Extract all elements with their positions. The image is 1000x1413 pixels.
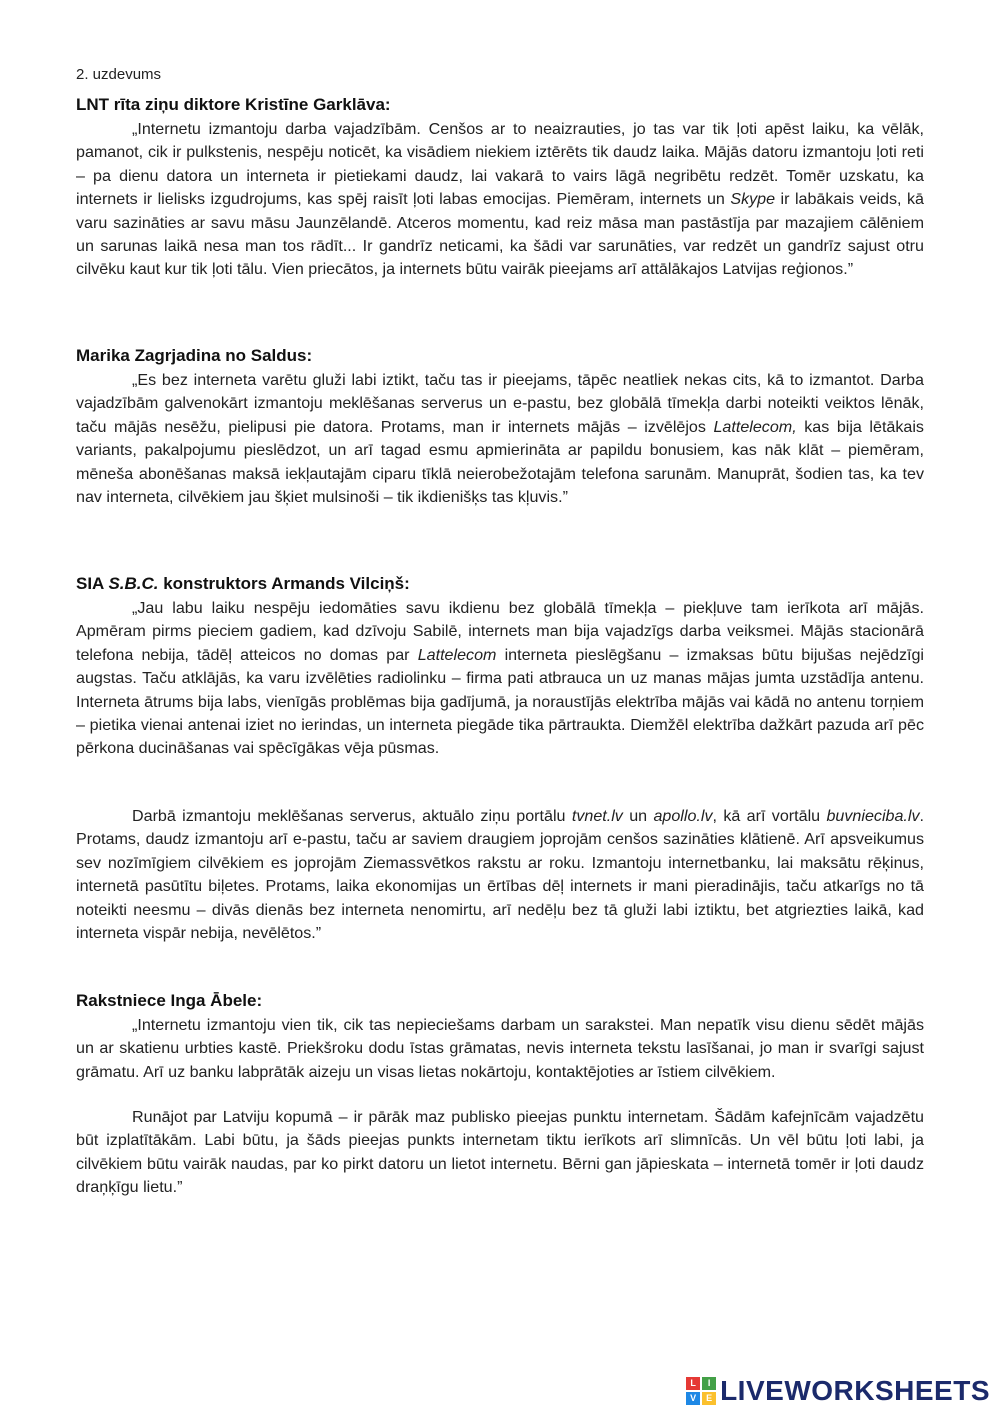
liveworksheets-mark-icon (686, 1377, 716, 1405)
text-run: „Jau labu laiku nespēju iedomāties savu ikdienu bez globālā tīmekļa – piekļuve tam ierīkota arī mājās. Apmēram pirms pieciem gadiem, kad dzīvoju Sabilē, internets man bija vajadzīgs darba veiksmei. Mājās stacionārā telefona nebija, tādēļ atteicos no domas par (76, 599, 924, 664)
section-3-paragraph-2 (76, 805, 924, 945)
italic-text-run: buvnieciba.lv (826, 807, 920, 825)
italic-text-run: Lattelecom, (713, 417, 797, 436)
text-run: „Es bez interneta varētu gluži labi iztikt, taču tas ir pieejams, tāpēc neatliek nekas cits, kā to izmantot. Darba vajadzībām galvenokārt izmantoju meklēšanas serverus un e-pastu, bez globālā tīmekļa darbi noteikti veiktos lēnāk, taču mājās nesēžu, pielipusi pie datora. Protams, man ir internets mājās – izvēlējos (76, 371, 924, 436)
text-run: SIA (76, 574, 109, 593)
section-1-heading: LNT rīta ziņu diktore Kristīne Garklāva: (76, 95, 391, 114)
section-4-paragraph-2 (76, 1106, 924, 1200)
text-run: , kā arī vortālu (712, 807, 827, 825)
logo-mark-letter: V (686, 1392, 700, 1405)
section-3-heading (76, 574, 410, 594)
text-run: Darbā izmantoju meklēšanas serverus, aktuālo ziņu portālu (132, 807, 572, 825)
section-2-paragraph-1 (76, 369, 924, 509)
text-run: un (622, 807, 654, 825)
italic-text-run: S.B.C. (108, 574, 159, 593)
section-1-paragraph-1 (76, 118, 924, 282)
italic-text-run: Skype (730, 190, 776, 209)
text-run: ir labākais veids, kā varu sazināties ar savu māsu Jaunzēlandē. Atceros momentu, kad reiz māsa man pastāstīja par mazajiem cālēniem un sarunas laikā nesa man tos rādīt... Ir gandrīz neticami, ka šādi var sarunāties, var redzēt un gandrīz sajust otru cilvēku kaut kur tik ļoti tālu. Vien priecātos, ja internets būtu vairāk pieejams arī attālākajos Latvijas reģionos.” (76, 190, 924, 279)
text-run: . Protams, daudz izmantoju arī e-pastu, taču ar saviem draugiem joprojām cenšos sazināties klātienē. Arī apsveikumus sev nozīmīgiem cilvēkiem es joprojām Ziemassvētkos rakstu ar roku. Izmantoju internetbanku, lai maksātu rēķinus, internetā pasūtītu biļetes. Protams, laika ekonomijas un ērtības dēļ internets ir mani pieradinājis, taču atkarīgs no tā noteikti neesmu – divās dienās bez interneta nenomirtu, arī nedēļu bez tā gluži labi iztiktu, bet atgriezties laikā, kad interneta vispār nebija, nevēlētos.” (76, 807, 924, 943)
task-label: 2. uzdevums (76, 66, 162, 83)
text-run: „Internetu izmantoju vien tik, cik tas nepieciešams darbam un sarakstei. Man nepatīk visu dienu sēdēt mājās un ar skatienu urbties kastē. Priekšroku dodu īstas grāmatas, nevis interneta tekstu lasīšanai, jo man ir svarīgi sajust grāmatu. Arī uz banku labprātāk aizeju un visas lietas nokārtoju, kontaktējoties ar īstiem cilvēkiem. (76, 1016, 924, 1081)
logo-text: LIVEWORKSHEETS (720, 1375, 990, 1406)
liveworksheets-logo[interactable] (686, 1375, 990, 1407)
italic-text-run: apollo.lv (653, 807, 713, 825)
italic-text-run: tvnet.lv (571, 807, 623, 825)
text-run: interneta pieslēgšanu – izmaksas būtu bijušas neјēdzīgi augstas. Taču atklājās, ka varu izvēlēties radiolinku – firma pati atbrauca un uz manas mājas jumta uzstādīja antenu. Interneta ātrums bija labs, vienīgās problēmas bija gadījumā, ja noraustījās elektrība mājās vai kādā no antenu torņiem – pietika vienai antenai iziet no ierindas, un interneta piegāde tika pārtraukta. Diemžēl elektrība dažkārt pazuda arī pēc pērkona ducināšanas vai spēcīgākas vēja pūsmas. (76, 645, 924, 758)
text-run: konstruktors Armands Vilciņš: (158, 574, 410, 593)
italic-text-run: Lattelecom (417, 645, 497, 664)
text-run: Runājot par Latviju kopumā – ir pārāk maz publisko pieejas punktu internetam. Šādām kafejnīcām vajadzētu būt izplatītākām. Labi būtu, ja šāds pieejas punkts internetam tiktu ierīkots arī slimnīcās. Un vēl būtu ļoti labi, ja cilvēkiem būtu vairāk naudas, par ko pirkt datoru un lietot internetu. Bērni gan jāpieskata – internetā tomēr ir ļoti daudz draņķīgu lietu.” (76, 1108, 924, 1197)
text-run: kas bija lētākais variants, pakalpojumu pieslēdzot, un arī tagad esmu apmierināta ar papildu bonusiem, kas nāk klāt – piemēram, mēneša abonēšanas maksā iekļautajām ciparu tīklā neierobežotajām telefona sarunām. Manuprāt, šodien tas, ka tev nav interneta, cilvēkiem jau šķiet mulsinoši – tik ikdienišķs tas kļuvis.” (76, 417, 924, 507)
logo-mark-letter: L (686, 1377, 700, 1390)
logo-mark-letter: I (702, 1377, 716, 1390)
section-4-paragraph-1 (76, 1014, 924, 1084)
section-3-paragraph-1 (76, 597, 924, 761)
text-run: „Internetu izmantoju darba vajadzībām. Cenšos ar to neaizrauties, jo tas var tik ļoti apēst laiku, ka vēlāk, pamanot, cik ir pulkstenis, nespēju noticēt, ka visādiem niekiem iztērēts tik daudz laika. Mājās datoru izmantoju ļoti reti – pa dienu datora un interneta ir pietiekami daudz, lai vakarā to vairs lāgā negribētu redzēt. Tomēr uzskatu, ka internets ir lielisks izgudrojums, kas spēj raisīt ļoti labas emocijas. Piemēram, internets un (76, 120, 924, 209)
section-2-heading: Marika Zagrjadina no Saldus: (76, 346, 313, 365)
logo-mark-letter: E (702, 1392, 716, 1405)
section-4-heading: Rakstniece Inga Ābele: (76, 991, 263, 1010)
